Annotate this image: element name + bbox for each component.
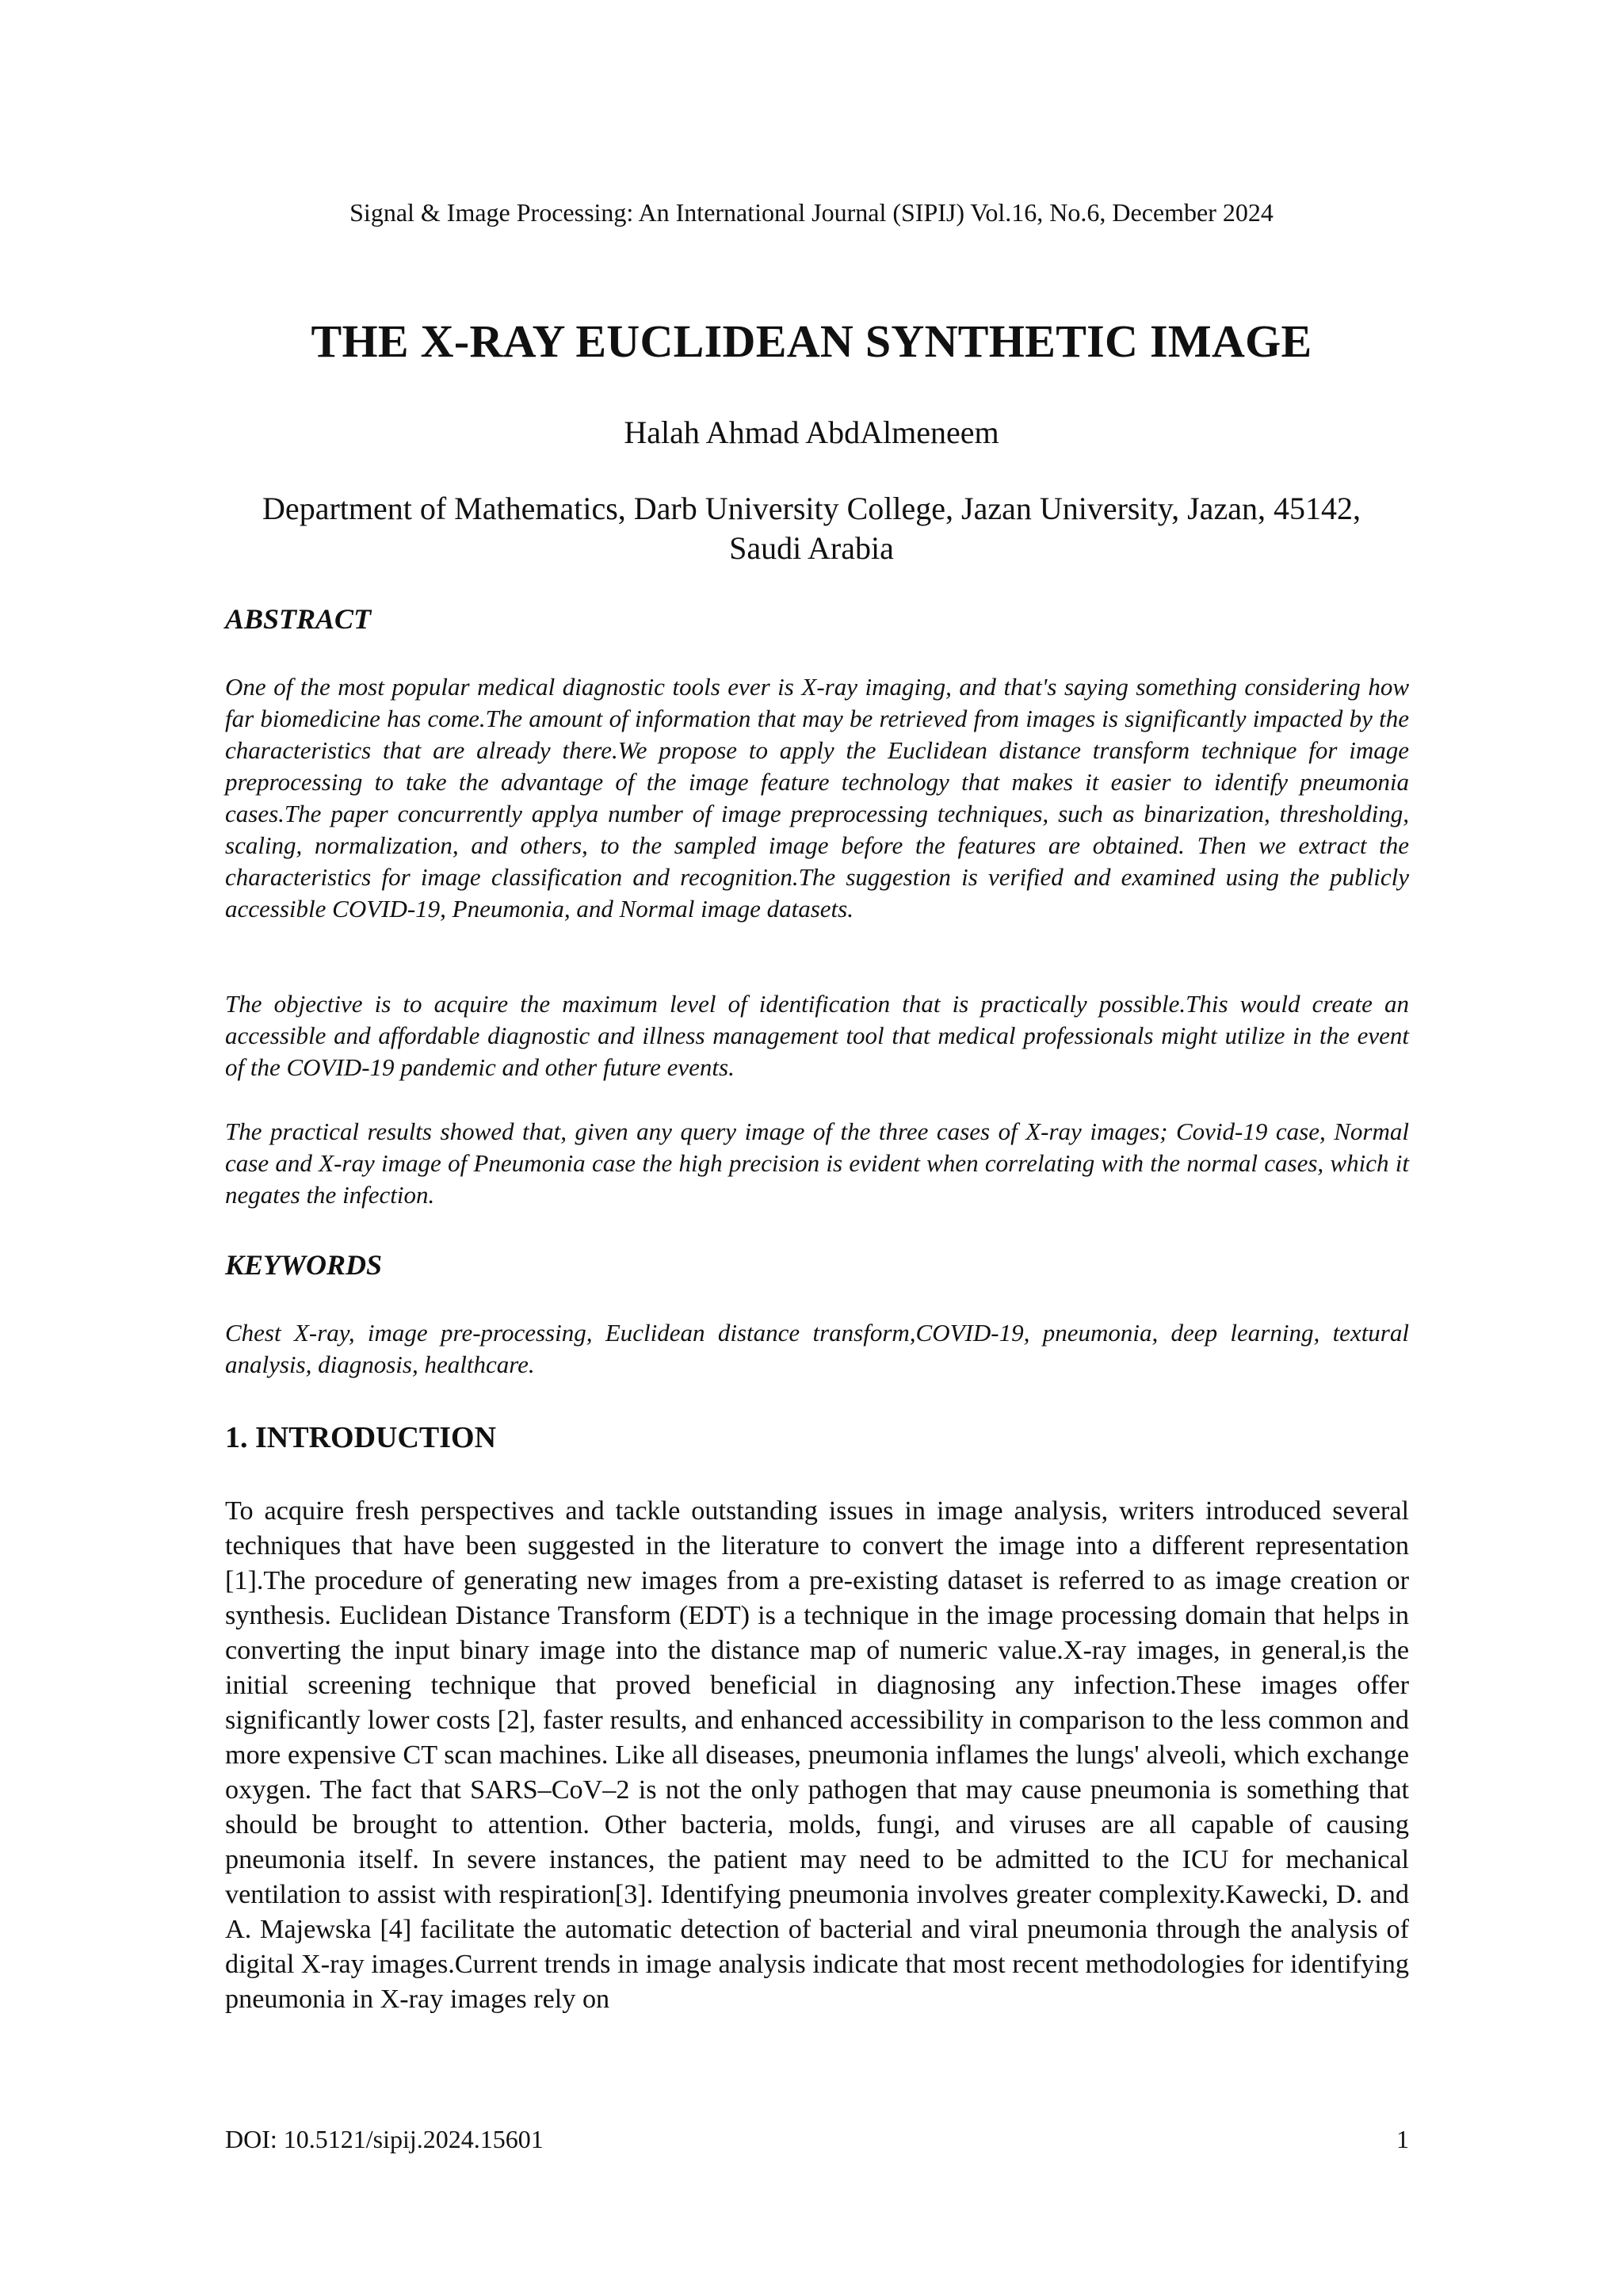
abstract-text-3: The practical results showed that, given any query image of the three cases of X-ray images; Covid-19 case, Normal case and X-ray image of Pneumonia case the high precision is evident when correlating with the normal cases, which it negates the infection. bbox=[225, 1117, 1409, 1209]
abstract-paragraph-1 bbox=[225, 671, 1409, 925]
abstract-text-1: One of the most popular medical diagnostic tools ever is X-ray imaging, and that's saying something considering how far biomedicine has come.The amount of information that may be retrieved from images is significantly impacted by the characteristics that are already there.We propose to apply the Euclidean distance transform technique for image preprocessing to take the advantage of the image feature technology that makes it easier to identify pneumonia cases.The paper concurrently applya number of image preprocessing techniques, such as binarization, thresholding, scaling, normalization, and others, to the sampled image before the features are obtained. Then we extract the characteristics for image classification and recognition.The suggestion is verified and examined using the publicly accessible COVID-19, Pneumonia, and Normal image datasets. bbox=[225, 673, 1409, 923]
affiliation-line-2: Saudi Arabia bbox=[729, 530, 894, 566]
abstract-heading: ABSTRACT bbox=[225, 603, 372, 635]
abstract-paragraph-2 bbox=[225, 988, 1409, 1083]
paper-title: THE X-RAY EUCLIDEAN SYNTHETIC IMAGE bbox=[311, 315, 1312, 367]
affiliation-line-1: Department of Mathematics, Darb University College, Jazan University, Jazan, 45142, bbox=[262, 491, 1361, 526]
page-number: 1 bbox=[1396, 2125, 1409, 2153]
keywords-block bbox=[225, 1317, 1409, 1381]
introduction-heading: 1. INTRODUCTION bbox=[225, 1421, 497, 1454]
introduction-text: To acquire fresh perspectives and tackle outstanding issues in image analysis, writers introduced several techniques that have been suggested in the literature to convert the image into a different representation [1].The procedure of generating new images from a pre-existing dataset is referred to as image creation or synthesis. Euclidean Distance Transform (EDT) is a technique in the image processing domain that helps in converting the input binary image into the distance map of numeric value.X-ray images, in general,is the initial screening technique that proved beneficial in diagnosing any infection.These images offer significantly lower costs [2], faster results, and enhanced accessibility in comparison to the less common and more expensive CT scan machines. Like all diseases, pneumonia inflames the lungs' alveoli, which exchange oxygen. The fact that SARS–CoV–2 is not the only pathogen that may cause pneumonia is something that should be brought to attention. Other bacteria, molds, fungi, and viruses are all capable of causing pneumonia itself. In severe instances, the patient may need to be admitted to the ICU for mechanical ventilation to assist with respiration[3]. Identifying pneumonia involves greater complexity.Kawecki, D. and A. Majewska [4] facilitate the automatic detection of bacterial and viral pneumonia through the analysis of digital X-ray images.Current trends in image analysis indicate that most recent methodologies for identifying pneumonia in X-ray images rely on bbox=[225, 1496, 1409, 2014]
author-affiliation bbox=[225, 489, 1398, 568]
keywords-text: Chest X-ray, image pre-processing, Euclidean distance transform,COVID-19, pneumonia, deep learning, textural analysis, diagnosis, healthcare. bbox=[225, 1319, 1409, 1378]
footer-doi: DOI: 10.5121/sipij.2024.15601 bbox=[225, 2125, 544, 2153]
running-header: Signal & Image Processing: An International Journal (SIPIJ) Vol.16, No.6, December 2024 bbox=[349, 198, 1274, 227]
author-name: Halah Ahmad AbdAlmeneem bbox=[624, 415, 999, 450]
abstract-paragraph-3 bbox=[225, 1116, 1409, 1211]
abstract-text-2: The objective is to acquire the maximum level of identification that is practically possible.This would create an accessible and affordable diagnostic and illness management tool that medical professionals might utilize in the event of the COVID-19 pandemic and other future events. bbox=[225, 990, 1409, 1081]
introduction-body bbox=[225, 1494, 1409, 2017]
keywords-heading: KEYWORDS bbox=[225, 1249, 383, 1281]
